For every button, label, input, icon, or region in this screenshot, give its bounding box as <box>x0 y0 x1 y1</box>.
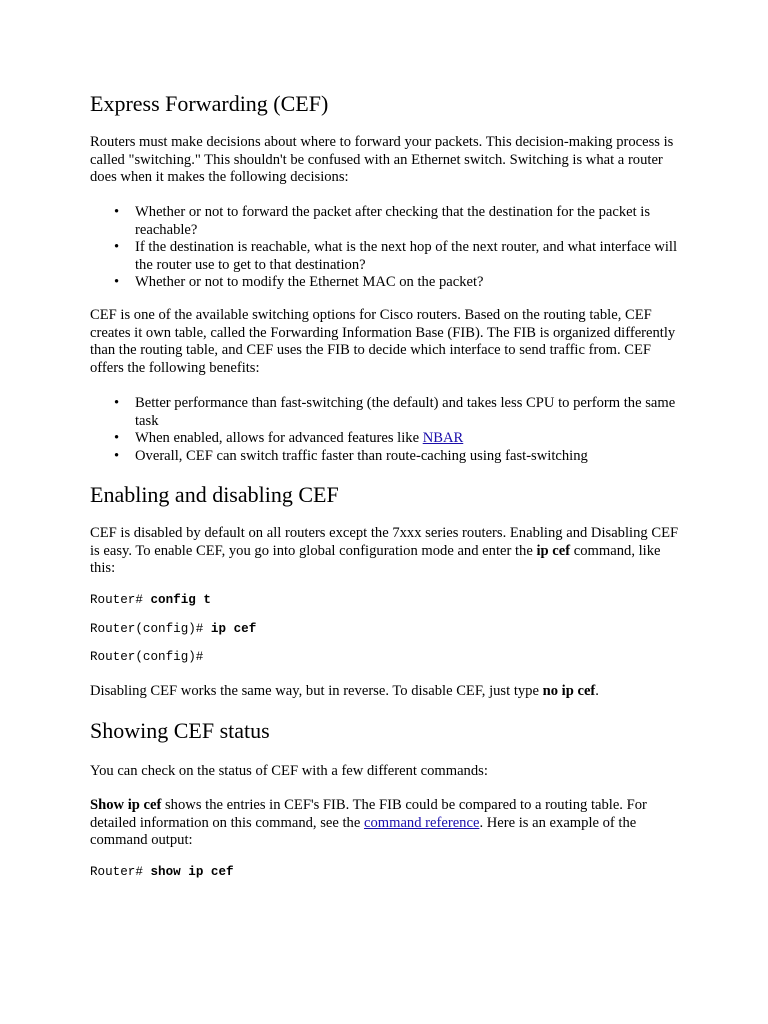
show-ip-cef-paragraph <box>90 797 680 850</box>
list-item: • Whether or not to modify the Ethernet MAC on the packet? <box>90 274 680 292</box>
nbar-link[interactable]: NBAR <box>422 430 464 446</box>
code-command: ip cef <box>210 622 257 636</box>
benefit-text: When enabled, allows for advanced features like <box>135 430 423 446</box>
heading-enabling-disabling: Enabling and disabling CEF <box>90 482 339 507</box>
no-ip-cef-command: no ip cef <box>542 683 596 699</box>
disable-text: Disabling CEF works the same way, but in reverse. To disable CEF, just type <box>90 683 543 699</box>
disable-text-end: . <box>595 683 599 699</box>
disable-paragraph <box>90 683 680 701</box>
intro-paragraph: Routers must make decisions about where to forward your packets. This decision-making process is called "switching." This shouldn't be confused with an Ethernet switch. Switching is what a router does when it makes the following decisions: <box>90 134 674 185</box>
code-command: show ip cef <box>150 865 234 879</box>
code-command: config t <box>150 593 211 607</box>
code-prompt: Router# <box>90 593 151 607</box>
list-item: • Better performance than fast-switching (the default) and takes less CPU to perform the same task <box>90 395 680 430</box>
list-item <box>90 430 680 448</box>
code-prompt: Router# <box>90 865 151 879</box>
code-prompt: Router(config)# <box>90 650 204 664</box>
benefits-list <box>90 395 680 465</box>
decisions-list <box>90 204 680 292</box>
code-line <box>90 865 680 880</box>
show-text: shows the entries in CEF's FIB. The FIB could be compared to a routing table. For detailed information on this command, see the <box>90 797 647 831</box>
code-line <box>90 650 680 665</box>
list-item: • Overall, CEF can switch traffic faster than route-caching using fast-switching <box>90 448 680 466</box>
heading-showing-status: Showing CEF status <box>90 718 270 743</box>
show-ip-cef-command: Show ip cef <box>90 797 162 813</box>
show-text-end: . Here is an example of the command output: <box>90 814 637 848</box>
cef-description-paragraph: CEF is one of the available switching options for Cisco routers. Based on the routing table, CEF creates it own table, called the Forwarding Information Base (FIB). The FIB is organized differently than the routing table, and CEF uses the FIB to decide which interface to send traffic from. CEF offers the following benefits: <box>90 307 676 376</box>
list-item: • If the destination is reachable, what is the next hop of the next router, and what interface will the router use to get to that destination? <box>90 239 680 274</box>
status-intro-paragraph: You can check on the status of CEF with a few different commands: <box>90 763 488 779</box>
enable-text-end: command, like this: <box>90 542 661 576</box>
list-item: • Whether or not to forward the packet after checking that the destination for the packet is reachable? <box>90 204 680 239</box>
enable-text: CEF is disabled by default on all routers except the 7xxx series routers. Enabling and Disabling CEF is easy. To enable CEF, you go into global configuration mode and enter the <box>90 525 679 559</box>
code-prompt: Router(config)# <box>90 622 211 636</box>
code-line <box>90 593 680 608</box>
ip-cef-command: ip cef <box>536 542 571 559</box>
command-reference-link[interactable]: command reference <box>363 814 480 831</box>
code-line <box>90 622 680 637</box>
heading-express-forwarding: Express Forwarding (CEF) <box>90 91 329 116</box>
enable-paragraph <box>90 525 680 578</box>
